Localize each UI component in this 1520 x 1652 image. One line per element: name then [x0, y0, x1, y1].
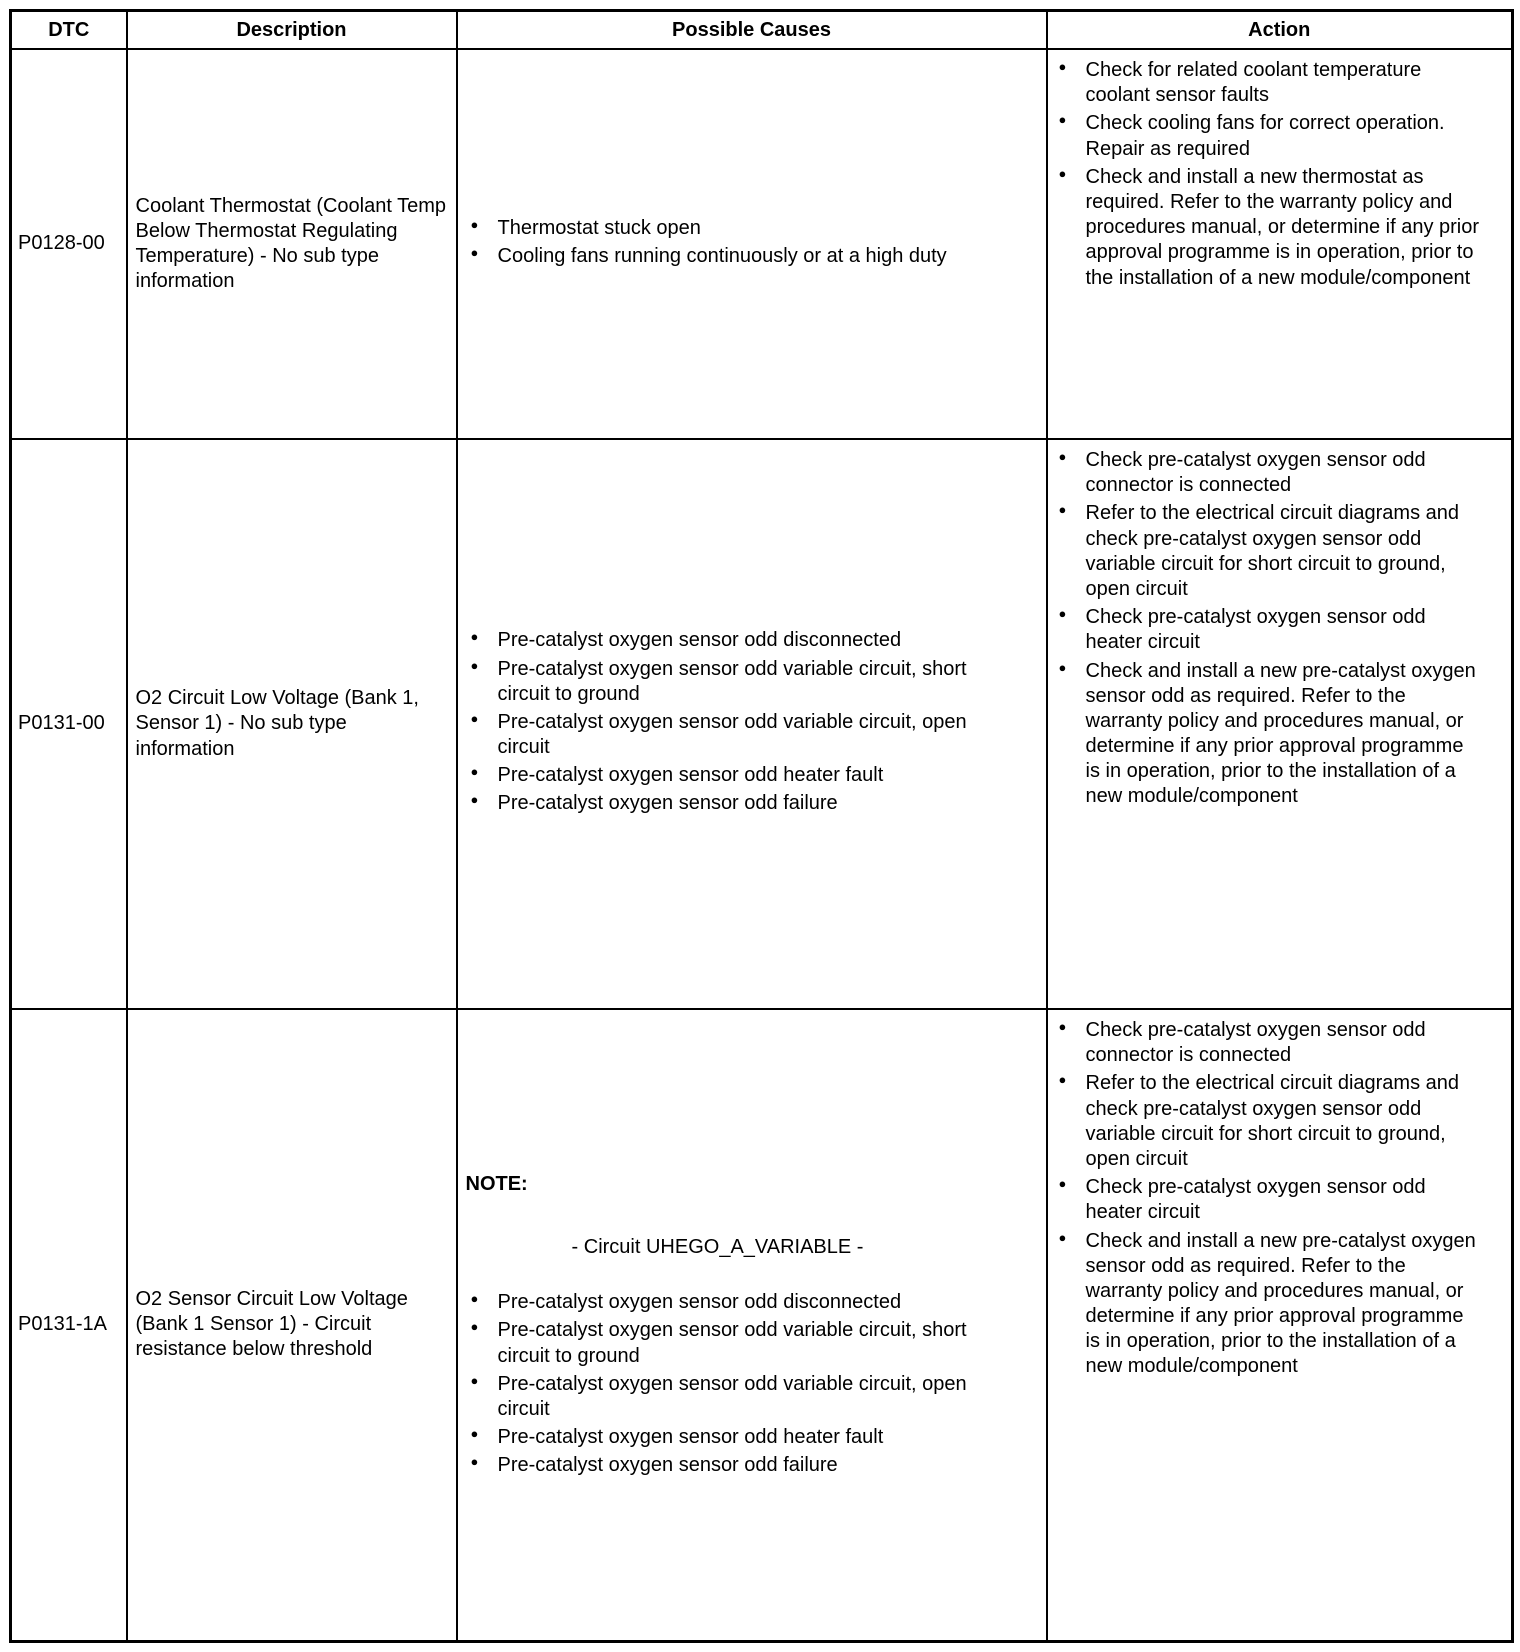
cause-item: ● Thermostat stuck open: [466, 216, 1000, 241]
action-item: ● Check and install a new pre-catalyst oxygen sensor odd as required. Refer to the warranty policy and procedures manual, or determine if any prior approval programme is in operation, prior to the installation of a new module/component: [1054, 659, 1482, 810]
action-item: ● Refer to the electrical circuit diagrams and check pre-catalyst oxygen sensor odd variable circuit for short circuit to ground, open circuit: [1054, 1071, 1482, 1172]
cause-item: ● Pre-catalyst oxygen sensor odd failure: [466, 791, 1000, 816]
cause-item: ● Pre-catalyst oxygen sensor odd variable circuit, open circuit: [466, 710, 1000, 760]
action-list: [1054, 58, 1482, 291]
action-cell: [1047, 1009, 1513, 1641]
causes-list: [466, 628, 1000, 816]
table-row: [11, 1009, 1513, 1641]
cause-item: ● Pre-catalyst oxygen sensor odd failure: [466, 1453, 1000, 1478]
action-item: ● Check pre-catalyst oxygen sensor odd connector is connected: [1054, 1018, 1482, 1068]
action-cell: [1047, 49, 1513, 439]
action-item: ● Check pre-catalyst oxygen sensor odd heater circuit: [1054, 1175, 1482, 1225]
table-row: [11, 49, 1513, 439]
action-list: [1054, 1018, 1482, 1380]
possible-causes-cell: [457, 439, 1047, 1009]
column-header-dtc: DTC: [11, 11, 127, 50]
action-item: ● Check pre-catalyst oxygen sensor odd connector is connected: [1054, 448, 1482, 498]
action-item: ● Check and install a new pre-catalyst oxygen sensor odd as required. Refer to the warranty policy and procedures manual, or determine if any prior approval programme is in operation, prior to the installation of a new module/component: [1054, 1229, 1482, 1380]
cause-item: ● Pre-catalyst oxygen sensor odd disconnected: [466, 1290, 1000, 1315]
table-header: [11, 11, 1513, 50]
header-row: [11, 11, 1513, 50]
possible-causes-cell: [457, 1009, 1047, 1641]
action-item: ● Refer to the electrical circuit diagrams and check pre-catalyst oxygen sensor odd variable circuit for short circuit to ground, open circuit: [1054, 501, 1482, 602]
description-cell: O2 Sensor Circuit Low Voltage (Bank 1 Sensor 1) - Circuit resistance below threshold: [127, 1009, 457, 1641]
action-cell: [1047, 439, 1513, 1009]
column-header-possible-causes: Possible Causes: [457, 11, 1047, 50]
cause-item: ● Pre-catalyst oxygen sensor odd heater fault: [466, 1425, 1000, 1450]
cause-item: ● Pre-catalyst oxygen sensor odd disconnected: [466, 628, 1000, 653]
action-list: [1054, 448, 1482, 810]
possible-causes-cell: [457, 49, 1047, 439]
note-circuit-text: - Circuit UHEGO_A_VARIABLE -: [571, 1236, 864, 1259]
action-item: ● Check cooling fans for correct operation. Repair as required: [1054, 111, 1482, 161]
causes-list: [466, 1290, 1000, 1478]
action-item: ● Check for related coolant temperature coolant sensor faults: [1054, 58, 1482, 108]
column-header-action: Action: [1047, 11, 1513, 50]
dtc-table: [9, 9, 1514, 1643]
cause-item: ● Pre-catalyst oxygen sensor odd variable circuit, short circuit to ground: [466, 1318, 1000, 1368]
cause-item: ● Pre-catalyst oxygen sensor odd variable circuit, short circuit to ground: [466, 657, 1000, 707]
dtc-cell: P0128-00: [11, 49, 127, 439]
dtc-cell: P0131-00: [11, 439, 127, 1009]
note-label: NOTE:: [465, 1172, 528, 1195]
table-row: [11, 439, 1513, 1009]
action-item: ● Check pre-catalyst oxygen sensor odd heater circuit: [1054, 605, 1482, 655]
cause-item: ● Cooling fans running continuously or at a high duty: [466, 244, 1000, 269]
description-cell: Coolant Thermostat (Coolant Temp Below Thermostat Regulating Temperature) - No sub type information: [127, 49, 457, 439]
table-body: [11, 49, 1513, 1641]
cause-item: ● Pre-catalyst oxygen sensor odd heater fault: [466, 763, 1000, 788]
description-cell: O2 Circuit Low Voltage (Bank 1, Sensor 1) - No sub type information: [127, 439, 457, 1009]
action-item: ● Check and install a new thermostat as required. Refer to the warranty policy and procedures manual, or determine if any prior approval programme is in operation, prior to the installation of a new module/component: [1054, 165, 1482, 291]
note-block: [466, 1172, 1000, 1260]
cause-item: ● Pre-catalyst oxygen sensor odd variable circuit, open circuit: [466, 1372, 1000, 1422]
dtc-cell: P0131-1A: [11, 1009, 127, 1641]
column-header-description: Description: [127, 11, 457, 50]
causes-list: [466, 216, 1000, 269]
